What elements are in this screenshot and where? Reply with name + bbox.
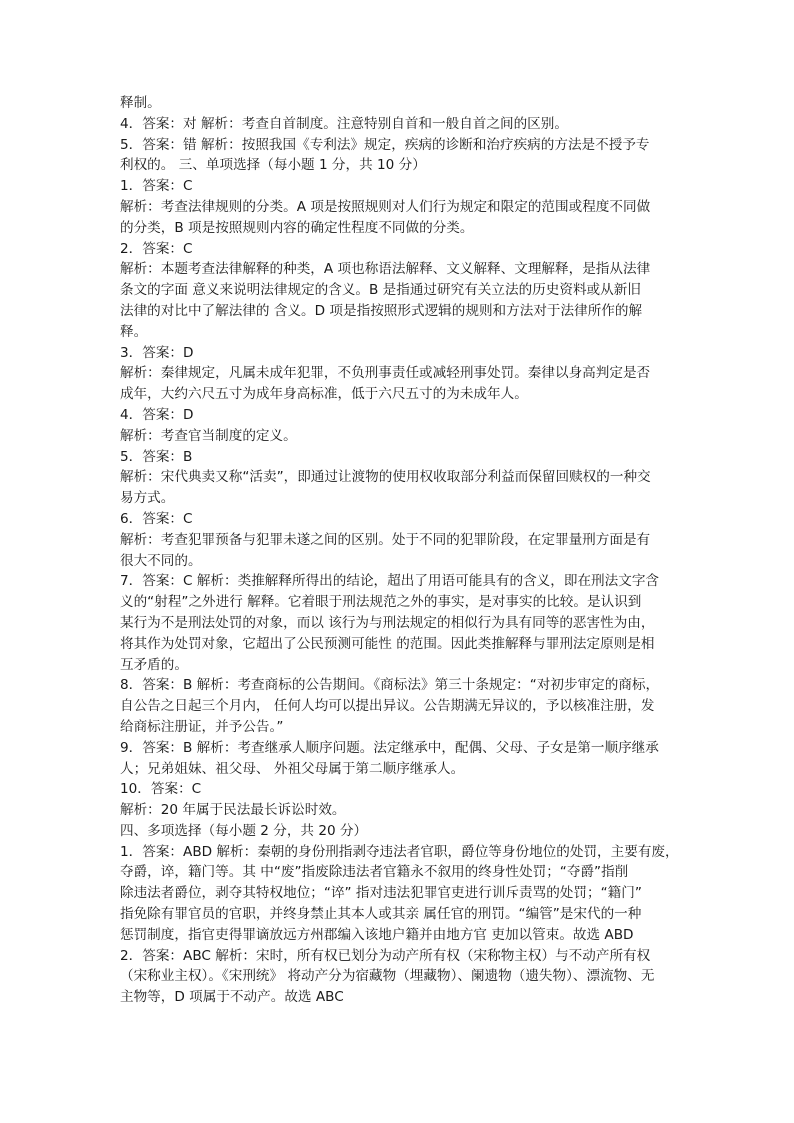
text-line: 10．答案：C [120, 781, 202, 798]
text-line: 某行为不是刑法处罚的对象，而以 该行为与刑法规定的相似行为具有同等的恶害性为由， [120, 614, 655, 631]
text-line: 解析：考查犯罪预备与犯罪未遂之间的区别。处于不同的犯罪阶段，在定罪量刑方面是有 [120, 531, 651, 548]
text-line: 解析：考查法律规则的分类。A 项是按照规则对人们行为规定和限定的范围或程度不同做 [120, 198, 651, 215]
text-line: 主物等，D 项属于不动产。故选 ABC [120, 989, 344, 1006]
document-page [120, 93, 680, 1008]
text-line: 将其作为处罚对象，它超出了公民预测可能性 的范围。因此类推解释与罪刑法定原则是相 [120, 635, 655, 652]
text-line: （宋称业主权）。《宋刑统》 将动产分为宿藏物（埋藏物）、阑遗物（遗失物）、漂流物、无 [120, 968, 655, 985]
text-line: 解析：秦律规定，凡属未成年犯罪，不负刑事责任或减轻刑事处罚。秦律以身高判定是否 [120, 365, 651, 382]
text-line: 互矛盾的。 [120, 656, 188, 673]
text-line: 自公告之日起三个月内， 任何人均可以提出异议。公告期满无异议的，予以核准注册，发 [120, 698, 655, 715]
text-line: 四、多项选择（每小题 2 分，共 20 分） [120, 822, 368, 839]
text-line: 的分类，B 项是按照规则内容的确定性程度不同做的分类。 [120, 219, 474, 236]
text-line: 1．答案：ABD 解析：秦朝的身份刑指剥夺违法者官职，爵位等身份地位的处罚，主要有废， [120, 843, 679, 860]
text-line: 4．答案：对 解析：考查自首制度。注意特别自首和一般自首之间的区别。 [120, 115, 568, 132]
text-line: 4．答案：D [120, 406, 194, 423]
text-line: 解析：20 年属于民法最长诉讼时效。 [120, 802, 346, 819]
text-line: 法律的对比中了解法律的 含义。D 项是指按照形式逻辑的规则和方法对于法律所作的解 [120, 302, 643, 319]
text-line: 释。 [120, 323, 148, 340]
text-line: 5．答案：B [120, 448, 193, 465]
text-line: 2．答案：ABC 解析：宋时，所有权已划分为动产所有权（宋称物主权）与不动产所有权 [120, 947, 651, 964]
text-line: 给商标注册证，并予公告。” [120, 718, 284, 735]
text-line: 1．答案：C [120, 178, 193, 195]
text-line: 人；兄弟姐妹、祖父母、 外祖父母属于第二顺序继承人。 [120, 760, 465, 777]
text-line: 除违法者爵位，剥夺其特权地位；“谇” 指对违法犯罪官吏进行训斥责骂的处罚；“籍门” [120, 885, 642, 902]
text-line: 2．答案：C [120, 240, 193, 257]
text-line: 义的“射程”之外进行 解释。它着眼于刑法规范之外的事实，是对事实的比较。是认识到 [120, 594, 642, 611]
text-line: 解析：考查官当制度的定义。 [120, 427, 297, 444]
text-line: 易方式。 [120, 490, 175, 507]
text-line: 利权的。 三、单项选择（每小题 1 分，共 10 分） [120, 157, 426, 174]
text-line: 很大不同的。 [120, 552, 202, 569]
text-line: 7．答案：C 解析：类推解释所得出的结论，超出了用语可能具有的含义，即在刑法文字含 [120, 573, 660, 590]
text-line: 解析：宋代典卖又称“活卖”，即通过让渡物的使用权收取部分利益而保留回赎权的一种交 [120, 469, 651, 486]
text-line: 成年，大约六尺五寸为成年身高标准，低于六尺五寸的为未成年人。 [120, 386, 528, 403]
text-line: 惩罚制度，指官吏得罪谪放远方州郡编入该地户籍并由地方官 吏加以管束。故选 ABD [120, 926, 634, 943]
text-line: 释制。 [120, 95, 161, 111]
text-line: 6．答案：C [120, 510, 193, 527]
text-line: 指免除有罪官员的官职，并终身禁止其本人或其亲 属任官的刑罚。“编管”是宋代的一种 [120, 906, 642, 923]
text-line: 条文的字面 意义来说明法律规定的含义。B 是指通过研究有关立法的历史资料或从新旧 [120, 282, 641, 299]
text-line: 9．答案：B 解析：考查继承人顺序问题。法定继承中，配偶、父母、子女是第一顺序继承 [120, 739, 659, 756]
text-line: 解析：本题考查法律解释的种类，A 项也称语法解释、文义解释、文理解释，是指从法律 [120, 261, 651, 278]
text-line: 3．答案：D [120, 344, 194, 361]
text-line: 5．答案：错 解析：按照我国《专利法》规定，疾病的诊断和治疗疾病的方法是不授予专 [120, 136, 650, 153]
text-line: 8．答案：B 解析：考查商标的公告期间。《商标法》第三十条规定：“对初步审定的商标， [120, 677, 660, 694]
text-line: 夺爵，谇，籍门等。其 中“废”指废除违法者官籍永不叙用的终身性处罚；“夺爵”指削 [120, 864, 629, 881]
